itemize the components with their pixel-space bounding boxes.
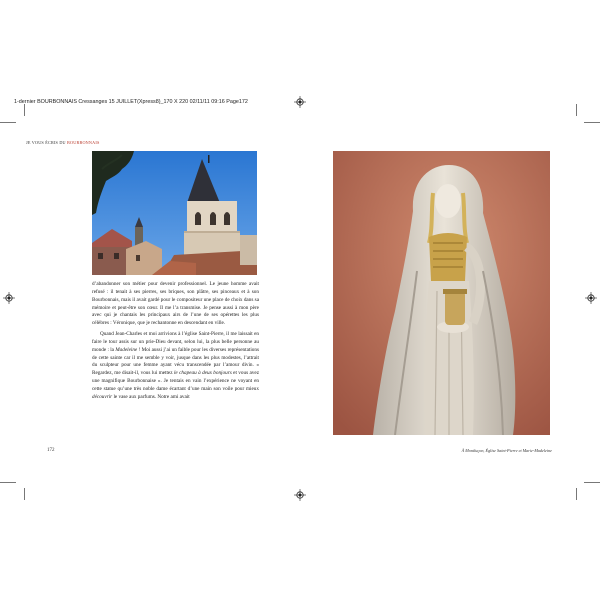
body-text bbox=[92, 281, 259, 402]
paragraph-2-part-c: et vous avez une magnifique Bourbonnaise ». Je tentais en vain l’expérience ne voyant en cette statue qu’une très noble dame écartant d’une main son voile pour mieux bbox=[92, 370, 260, 392]
paragraph-2-emphasis-2: le chapeau à deux bonjours bbox=[173, 370, 232, 377]
crop-mark bbox=[576, 104, 577, 116]
photo-caption: À Montluçon, Église Saint-Pierre et Marie-Madeleine bbox=[461, 448, 552, 453]
registration-mark-icon bbox=[585, 292, 597, 304]
crop-mark bbox=[0, 482, 16, 483]
paragraph-2-emphasis-3: découvrir bbox=[92, 393, 113, 400]
paragraph-2-part-a: Quand Jean-Charles et moi arrivions à l’église Saint-Pierre, il me laissait en faire le tour assis sur un prie-Dieu devant, selon lui, la plus belle personne au monde : la bbox=[92, 331, 259, 353]
paragraph-2-part-d: le vase aux parfums. Notre ami avait bbox=[112, 393, 190, 400]
crop-mark bbox=[24, 104, 25, 116]
paragraph-2-part-b: ! Moi aussi j’ai un faible pour les diverses représentations de cette sainte car il me semble y voir, jusque dans les plus modestes, l’attrait du sculpteur pour une femme ayant vécu transcendée par l’amour divin. « Regardez, me disait-il, vous lui mettez bbox=[92, 346, 259, 377]
crop-mark bbox=[0, 122, 16, 123]
running-head-prefix: JE VOUS ÉCRIS DU bbox=[26, 140, 68, 145]
paragraph-1: d’abandonner son métier pour devenir professionnel. Le jeune homme avait refusé : il tenait à ses pierres, ses briques, son plâtre, ses pinceaux et à son Bourbonnais, mais il avait gardé pour le compositeur une place de choix dans sa mémoire et peut-être son cœur. Il me l’a transmise. Je pense aussi à mon père avec qui je chantais les principaux airs de l’une de ses opérettes les plus célèbres : Véronique, que je rechantonne en descendant en ville. bbox=[92, 281, 259, 327]
paragraph-2-emphasis-1: Madeleine bbox=[115, 346, 138, 353]
registration-mark-icon bbox=[294, 489, 306, 501]
running-head bbox=[26, 140, 99, 145]
page-number: 172 bbox=[47, 448, 55, 453]
madeleine-statue-photo bbox=[333, 151, 550, 435]
slug-line: 1-dernier BOURBONNAIS Cressanges 15 JUILLET(Xpress8)_170 X 220 02/11/11 09:16 Page172 bbox=[14, 99, 248, 105]
registration-mark-icon bbox=[294, 96, 306, 108]
crop-mark bbox=[584, 482, 600, 483]
running-head-accent: BOURBONNAIS bbox=[67, 140, 100, 145]
registration-mark-icon bbox=[3, 292, 15, 304]
paragraph-2 bbox=[92, 331, 259, 402]
crop-mark bbox=[576, 488, 577, 500]
crop-mark bbox=[24, 488, 25, 500]
church-tower-photo bbox=[92, 151, 257, 275]
crop-mark bbox=[584, 122, 600, 123]
